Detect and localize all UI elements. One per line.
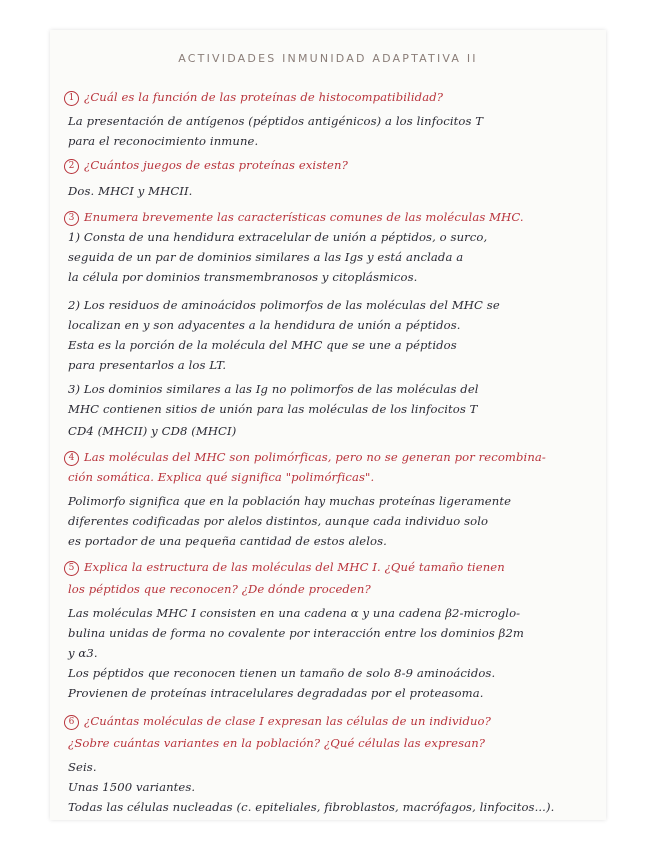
- line-text: 3) Los dominios similares a las Ig no polimorfos de las moléculas del: [68, 382, 479, 396]
- line-text: ción somática. Explica qué significa "polimórficas".: [68, 470, 375, 484]
- line-text: Las moléculas del MHC son polimórficas, pero no se generan por recombina-: [84, 450, 546, 464]
- line-text: Polimorfo significa que en la población hay muchas proteínas ligeramente: [68, 494, 512, 508]
- text-line: [68, 230, 487, 244]
- text-line: [68, 270, 417, 284]
- text-line: [68, 318, 461, 332]
- line-text: 1) Consta de una hendidura extracelular de unión a péptidos, o surco,: [68, 230, 488, 244]
- text-line: [68, 800, 554, 814]
- line-text: Provienen de proteínas intracelulares degradadas por el proteasoma.: [68, 686, 484, 700]
- line-text: localizan en y son adyacentes a la hendidura de unión a péptidos.: [68, 318, 461, 332]
- text-line: [68, 494, 511, 508]
- text-line: [68, 606, 520, 620]
- text-line: [68, 582, 371, 596]
- worksheet-page: [50, 30, 606, 820]
- line-text: ¿Cuántos juegos de estas proteínas existen?: [84, 158, 348, 172]
- line-text: Unas 1500 variantes.: [68, 780, 196, 794]
- text-line: [68, 250, 463, 264]
- text-line: [68, 338, 457, 352]
- question-number-badge: 1: [64, 91, 79, 106]
- text-line: [68, 470, 374, 484]
- question-number-badge: 2: [64, 159, 79, 174]
- text-line: [68, 646, 98, 660]
- line-text: Enumera brevemente las características comunes de las moléculas MHC.: [84, 210, 524, 224]
- line-text: Las moléculas MHC I consisten en una cadena α y una cadena β2-microglo-: [68, 606, 521, 620]
- line-text: Explica la estructura de las moléculas del MHC I. ¿Qué tamaño tienen: [84, 560, 505, 574]
- text-line: [68, 626, 524, 640]
- text-line: [68, 114, 483, 128]
- line-text: diferentes codificadas por alelos distintos, aunque cada individuo solo: [68, 514, 489, 528]
- text-line: [68, 534, 387, 548]
- line-text: Todas las células nucleadas (c. epiteliales, fibroblastos, macrófagos, linfocitos...).: [68, 800, 555, 814]
- text-line: [68, 736, 485, 750]
- question-number-badge: 6: [64, 715, 79, 730]
- text-line: [68, 134, 258, 148]
- question-number-badge: 5: [64, 561, 79, 576]
- text-line: [68, 358, 226, 372]
- line-text: los péptidos que reconocen? ¿De dónde proceden?: [68, 582, 371, 596]
- text-line: [68, 514, 488, 528]
- question-line-1: [64, 90, 443, 106]
- text-line: [68, 686, 484, 700]
- line-text: CD4 (MHCII) y CD8 (MHCI): [68, 424, 237, 438]
- text-line: [68, 424, 236, 438]
- line-text: La presentación de antígenos (péptidos antigénicos) a los linfocitos T: [68, 114, 484, 128]
- question-number-badge: 4: [64, 451, 79, 466]
- text-line: [68, 780, 195, 794]
- line-text: MHC contienen sitios de unión para las moléculas de los linfocitos T: [68, 402, 478, 416]
- question-line-6: [64, 714, 491, 730]
- line-text: la célula por dominios transmembranosos y citoplásmicos.: [68, 270, 418, 284]
- text-line: [68, 298, 500, 312]
- question-line-2: [64, 158, 348, 174]
- line-text: Seis.: [68, 760, 97, 774]
- text-line: [68, 666, 495, 680]
- line-text: para presentarlos a los LT.: [68, 358, 227, 372]
- line-text: seguida de un par de dominios similares a las Igs y está anclada a: [68, 250, 464, 264]
- line-text: es portador de una pequeña cantidad de estos alelos.: [68, 534, 387, 548]
- text-line: [68, 184, 192, 198]
- line-text: ¿Cuántas moléculas de clase I expresan las células de un individuo?: [84, 714, 491, 728]
- line-text: 2) Los residuos de aminoácidos polimorfos de las moléculas del MHC se: [68, 298, 500, 312]
- text-line: [68, 382, 479, 396]
- question-line-3: [64, 210, 524, 226]
- line-text: Dos. MHCI y MHCII.: [68, 184, 193, 198]
- line-text: Los péptidos que reconocen tienen un tamaño de solo 8-9 aminoácidos.: [68, 666, 496, 680]
- text-line: [68, 760, 97, 774]
- line-text: ¿Sobre cuántas variantes en la población? ¿Qué células las expresan?: [68, 736, 486, 750]
- line-text: y α3.: [68, 646, 98, 660]
- question-line-4: [64, 450, 546, 466]
- question-number-badge: 3: [64, 211, 79, 226]
- page-title: ACTIVIDADES INMUNIDAD ADAPTATIVA II: [178, 52, 478, 65]
- line-text: ¿Cuál es la función de las proteínas de histocompatibilidad?: [84, 90, 444, 104]
- line-text: bulina unidas de forma no covalente por interacción entre los dominios β2m: [68, 626, 525, 640]
- line-text: Esta es la porción de la molécula del MHC que se une a péptidos: [68, 338, 457, 352]
- text-line: [68, 402, 478, 416]
- line-text: para el reconocimiento inmune.: [68, 134, 259, 148]
- question-line-5: [64, 560, 505, 576]
